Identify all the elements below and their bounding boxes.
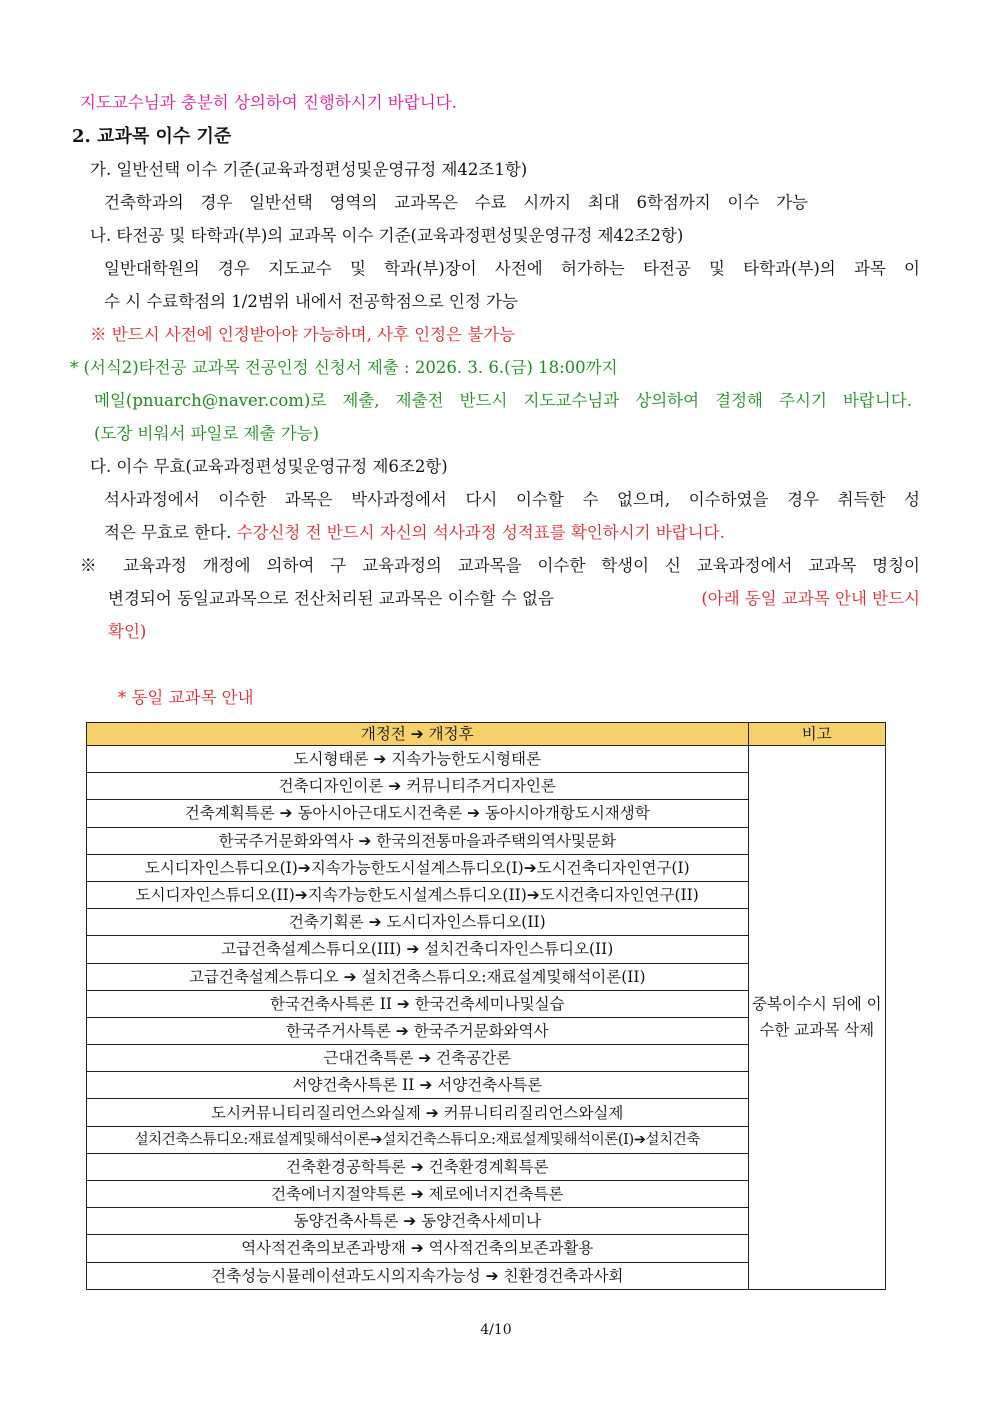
subsection-ga-body: 건축학과의 경우 일반선택 영역의 교과목은 수료 시까지 최대 6학점까지 이수 가능: [104, 193, 808, 212]
course-change-cell: 역사적건축의보존과방재 ➔ 역사적건축의보존과활용: [87, 1235, 749, 1262]
note-line-2-highlight: (아래 동일 교과목 안내 반드시: [701, 589, 920, 608]
course-change-cell: 건축디자인이론 ➔ 커뮤니티주거디자인론: [87, 773, 749, 800]
note-line-3: 확인): [108, 622, 147, 641]
form-email-line: 메일(pnuarch@naver.com)로 제출, 제출전 반드시 지도교수님과 상의하여 결정해 주시기 바랍니다.: [94, 391, 912, 410]
course-change-cell: 건축계획특론 ➔ 동아시아근대도시건축론 ➔ 동아시아개항도시재생학: [87, 800, 749, 827]
remark-cell: 중복이수시 뒤에 이수한 교과목 삭제: [748, 746, 885, 1290]
course-change-cell: 동양건축사특론 ➔ 동양건축사세미나: [87, 1208, 749, 1235]
note-line-1: ※ 교육과정 개정에 의하여 구 교육과정의 교과목을 이수한 학생이 신 교육과정에서 교과목 명칭이: [80, 556, 920, 575]
subsection-ga-title: 가. 일반선택 이수 기준(교육과정편성및운영규정 제42조1항): [90, 160, 528, 179]
course-change-cell: 건축기획론 ➔ 도시디자인스튜디오(II): [87, 909, 749, 936]
section-heading: 2. 교과목 이수 기준: [72, 126, 232, 147]
header-course-change: 개정전 ➔ 개정후: [87, 723, 749, 746]
equivalent-courses-table: [86, 722, 886, 1290]
warning-line: ※ 반드시 사전에 인정받아야 가능하며, 사후 인정은 불가능: [90, 325, 516, 344]
intro-line: 지도교수님과 충분히 상의하여 진행하시기 바랍니다.: [80, 93, 457, 112]
course-change-cell: 건축환경공학특론 ➔ 건축환경계획특론: [87, 1153, 749, 1180]
page-number: 4/10: [480, 1322, 512, 1338]
course-change-cell: 도시형태론 ➔ 지속가능한도시형태론: [87, 746, 749, 773]
course-change-cell: 한국주거사특론 ➔ 한국주거문화와역사: [87, 1017, 749, 1044]
table-header-row: [87, 723, 886, 746]
course-change-cell: 건축에너지절약특론 ➔ 제로에너지건축특론: [87, 1181, 749, 1208]
course-change-cell: 고급건축설계스튜디오(III) ➔ 설치건축디자인스튜디오(II): [87, 936, 749, 963]
course-change-cell: 근대건축특론 ➔ 건축공간론: [87, 1045, 749, 1072]
subsection-na-title: 나. 타전공 및 타학과(부)의 교과목 이수 기준(교육과정편성및운영규정 제42조2항): [90, 226, 684, 245]
course-change-cell: 한국주거문화와역사 ➔ 한국의전통마을과주택의역사및문화: [87, 827, 749, 854]
table-row: [87, 746, 886, 773]
note-line-2: [108, 588, 920, 610]
subsection-na-body-2: 수 시 수료학점의 1/2범위 내에서 전공학점으로 인정 가능: [104, 292, 518, 311]
course-change-cell: 설치건축스튜디오:재료설계및해석이론➔설치건축스튜디오:재료설계및해석이론(I)➔설치건축: [87, 1126, 749, 1153]
form-deadline-line: * (서식2)타전공 교과목 전공인정 신청서 제출 : 2026. 3. 6.(금) 18:00까지: [70, 358, 618, 377]
subsection-da-body-1: 석사과정에서 이수한 과목은 박사과정에서 다시 이수할 수 없으며, 이수하였을 경우 취득한 성: [104, 490, 920, 509]
course-change-cell: 도시디자인스튜디오(II)➔지속가능한도시설계스튜디오(II)➔도시건축디자인연구(II): [87, 881, 749, 908]
subsection-da-title: 다. 이수 무효(교육과정편성및운영규정 제6조2항): [90, 457, 448, 476]
course-change-cell: 도시디자인스튜디오(I)➔지속가능한도시설계스튜디오(I)➔도시건축디자인연구(I): [87, 854, 749, 881]
course-change-cell: 건축성능시뮬레이션과도시의지속가능성 ➔ 친환경건축과사회: [87, 1262, 749, 1289]
note-line-2-plain: 변경되어 동일교과목으로 전산처리된 교과목은 이수할 수 없음: [108, 589, 554, 608]
course-change-cell: 서양건축사특론 II ➔ 서양건축사특론: [87, 1072, 749, 1099]
course-change-cell: 고급건축설계스튜디오 ➔ 설치건축스튜디오:재료설계및해석이론(II): [87, 963, 749, 990]
subsection-na-body-1: 일반대학원의 경우 지도교수 및 학과(부)장이 사전에 허가하는 타전공 및 타학과(부)의 과목 이: [104, 259, 920, 278]
header-remark: 비고: [748, 723, 885, 746]
table-caption: * 동일 교과목 안내: [118, 688, 254, 707]
form-stamp-note: (도장 비워서 파일로 제출 가능): [94, 424, 320, 443]
da-body-2-warning: 수강신청 전 반드시 자신의 석사과정 성적표를 확인하시기 바랍니다.: [236, 523, 725, 542]
da-body-2-plain: 적은 무효로 한다.: [104, 523, 232, 542]
course-change-cell: 도시커뮤니티리질리언스와실제 ➔ 커뮤니티리질리언스와실제: [87, 1099, 749, 1126]
subsection-da-body-2: [104, 522, 725, 544]
course-change-cell: 한국건축사특론 II ➔ 한국건축세미나및실습: [87, 990, 749, 1017]
